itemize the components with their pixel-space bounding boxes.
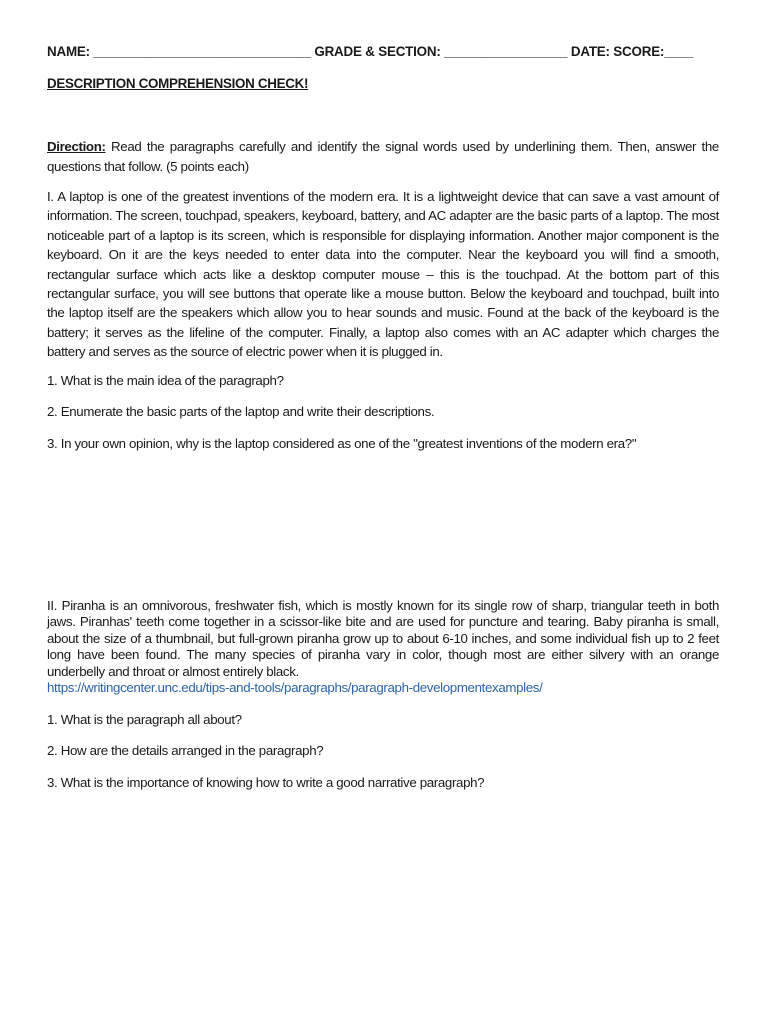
worksheet-page <box>47 0 719 1024</box>
section2-question-1: 1. What is the paragraph all about? <box>47 712 242 727</box>
direction-label: Direction: <box>47 139 106 154</box>
section1-question-1: 1. What is the main idea of the paragraph? <box>47 373 284 388</box>
section2-question-2: 2. How are the details arranged in the paragraph? <box>47 743 324 758</box>
direction-text: Read the paragraphs carefully and identify the signal words used by underlining them. Then, answer the questions that follow. (5 points each) <box>47 139 719 174</box>
name-field-label: NAME: ______________________________ <box>47 44 311 59</box>
direction-paragraph <box>47 137 719 176</box>
section1-question-2: 2. Enumerate the basic parts of the laptop and write their descriptions. <box>47 404 435 419</box>
section2-question-3: 3. What is the importance of knowing how to write a good narrative paragraph? <box>47 775 485 790</box>
date-score-field-label: DATE: SCORE:____ <box>570 44 694 59</box>
grade-section-field-label: GRADE & SECTION: _________________ <box>314 44 568 59</box>
piranha-paragraph: II. Piranha is an omnivorous, freshwater fish, which is mostly known for its single row of sharp, triangular teeth in both jaws. Piranhas' teeth come together in a scissor-like bite and are used for puncture and tearing. Baby piranha is small, about the size of a thumbnail, but full-grown piranha grow up to about 6-10 inches, and some individual fish up to 2 feet long have been found. The many species of piranha vary in color, though most are either silvery with an orange underbelly and throat or almost entirely black. <box>47 598 719 679</box>
section1-question-3: 3. In your own opinion, why is the laptop considered as one of the "greatest inventions of the modern era?" <box>47 436 637 451</box>
student-info-header <box>47 44 719 59</box>
worksheet-title: DESCRIPTION COMPREHENSION CHECK! <box>47 76 309 91</box>
laptop-paragraph: I. A laptop is one of the greatest inventions of the modern era. It is a lightweight device that can save a vast amount of information. The screen, touchpad, speakers, keyboard, battery, and AC adapter are the basic parts of a laptop. The most noticeable part of a laptop is its screen, which is responsible for displaying information. Another major component is the keyboard. On it are the keys needed to enter data into the computer. Near the keyboard you will find a smooth, rectangular surface which acts like a desktop computer mouse – this is the touchpad. At the bottom part of this rectangular surface, you will see buttons that operate like a mouse button. Below the keyboard and touchpad, built into the laptop itself are the speakers which allow you to hear sounds and music. Found at the back of the keyboard is the battery; it serves as the lifeline of the computer. Finally, a laptop also comes with an AC adapter which charges the battery and serves as the source of electric power when it is plugged in. <box>47 189 719 360</box>
source-link[interactable]: https://writingcenter.unc.edu/tips-and-tools/paragraphs/paragraph-developmentexamples/ <box>47 680 543 695</box>
